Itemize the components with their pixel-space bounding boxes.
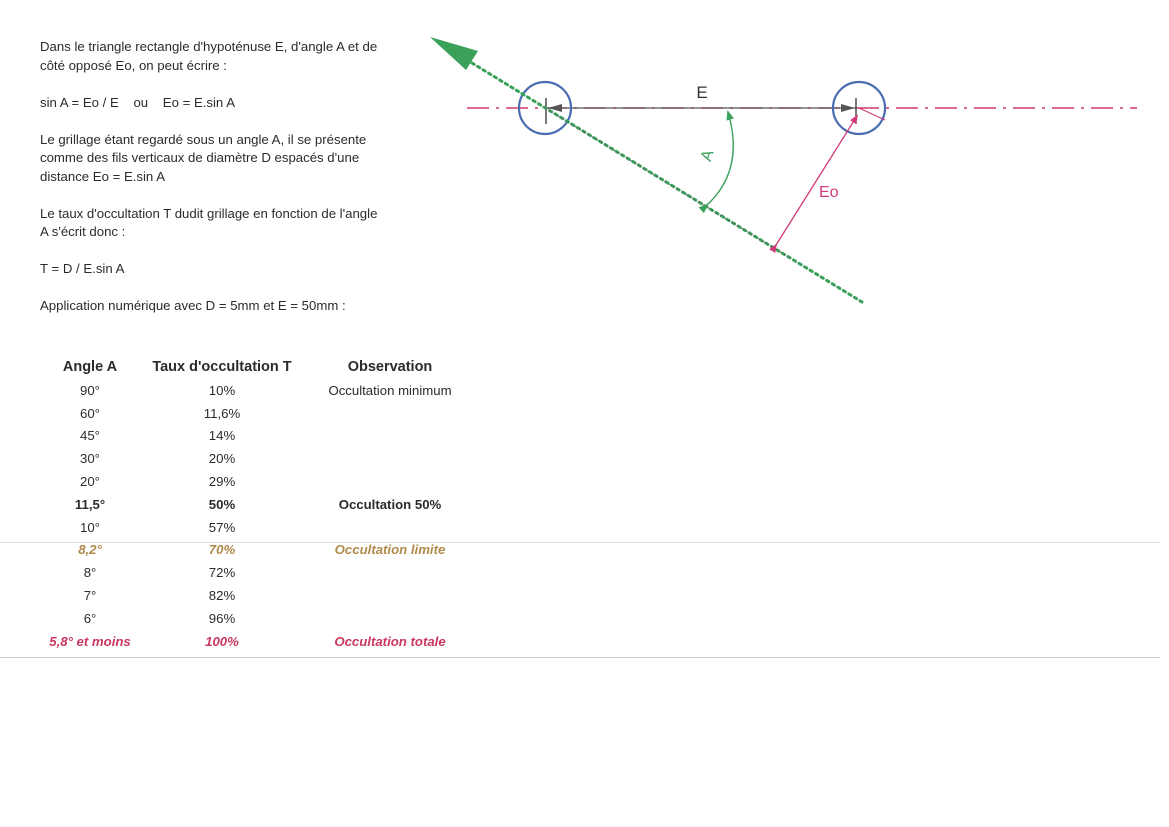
cell-taux: 70% (208, 542, 236, 558)
cell-angle: 6° (83, 610, 97, 626)
radius-line (859, 108, 885, 120)
cell-angle: 5,8° et moins (49, 633, 131, 649)
sight-arrow-head (430, 37, 478, 70)
cell-angle: 8° (83, 565, 97, 581)
cell-taux: 20% (208, 451, 236, 467)
sight-line (472, 63, 862, 302)
paragraph-formula-t: T = D / E.sin A (40, 261, 125, 276)
cell-taux: 29% (208, 473, 236, 489)
cell-angle: 11,5° (74, 496, 106, 512)
cell-taux: 57% (208, 519, 236, 535)
paragraph-application: Application numérique avec D = 5mm et E = 50mm : (40, 298, 346, 313)
cell-taux: 96% (208, 610, 236, 626)
cell-taux: 100% (205, 633, 239, 649)
paragraph-grillage: Le grillage étant regardé sous un angle A, il se présente comme des fils verticaux de diamètre D espacés d'une distance Eo = E.sin A (40, 131, 367, 184)
cell-observation: Occultation 50% (338, 496, 442, 512)
cell-taux: 11,6% (203, 405, 241, 421)
header-observation: Observation (347, 359, 433, 375)
cell-observation: Occultation limite (334, 542, 446, 558)
paragraph-triangle: Dans le triangle rectangle d'hypoténuse E, d'angle A et de côté opposé Eo, on peut écrire : (40, 39, 378, 73)
cell-taux: 14% (208, 428, 236, 444)
cell-angle: 7° (83, 587, 97, 603)
eo-line (776, 116, 857, 245)
cell-taux: 50% (208, 496, 236, 512)
label-eo: Eo (819, 184, 839, 201)
separator-line-bottom (0, 657, 1160, 658)
cell-angle: 10° (80, 519, 100, 535)
cell-taux: 10% (208, 382, 236, 398)
geometry-diagram (0, 0, 1169, 330)
header-angle: Angle A (62, 359, 118, 375)
cell-angle: 30° (80, 451, 100, 467)
cell-angle: 8,2° (78, 542, 102, 558)
paragraph-formula: sin A = Eo / E ou Eo = E.sin A (40, 94, 235, 110)
cell-observation: Occultation totale (334, 633, 446, 649)
header-taux: Taux d'occultation T (152, 359, 292, 375)
cell-observation: Occultation minimum (328, 382, 452, 398)
arrow-e-right (841, 104, 855, 112)
cell-angle: 45° (80, 428, 100, 444)
paragraph-taux: Le taux d'occultation T dudit grillage en fonction de l'angle A s'écrit donc : (40, 205, 378, 239)
label-e: E (696, 83, 708, 102)
cell-angle: 90° (80, 382, 100, 398)
label-a: A (697, 147, 718, 164)
cell-taux: 82% (208, 587, 236, 603)
cell-angle: 60° (80, 405, 100, 421)
cell-taux: 72% (208, 565, 236, 581)
cell-angle: 20° (80, 473, 100, 489)
